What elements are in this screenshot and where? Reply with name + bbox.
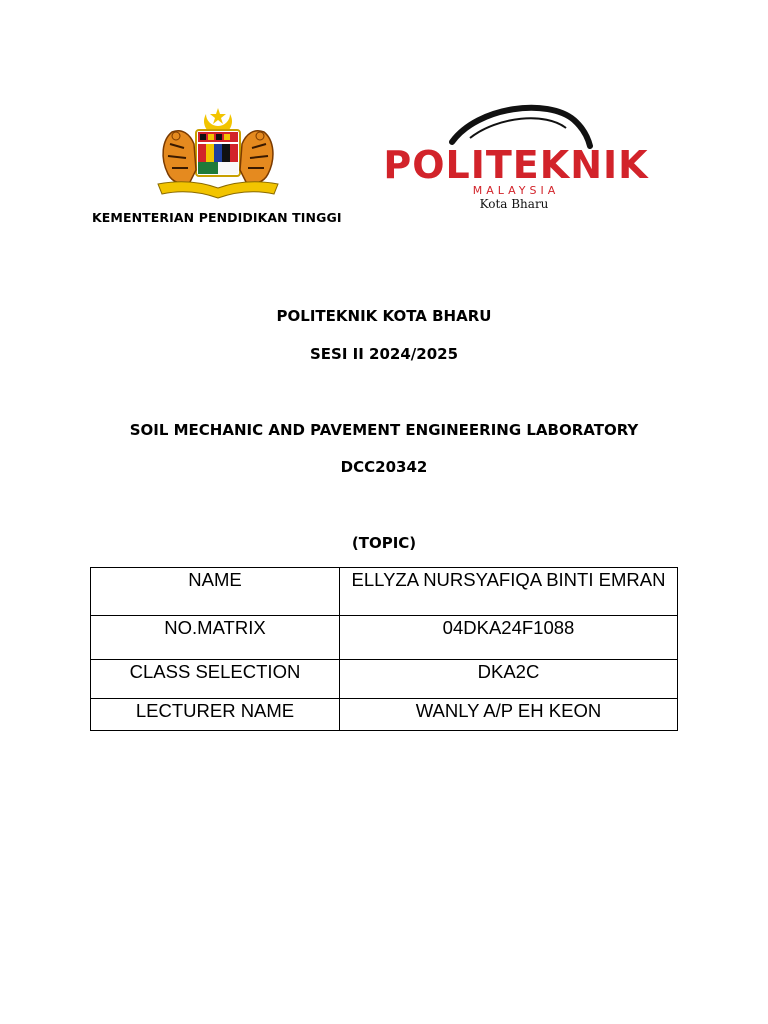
table-row bbox=[91, 568, 678, 616]
detail-value: WANLY A/P EH KEON bbox=[340, 699, 678, 731]
table-row bbox=[91, 699, 678, 731]
detail-value: DKA2C bbox=[340, 660, 678, 699]
malaysia-coat-of-arms-icon bbox=[150, 104, 286, 204]
course-title: SOIL MECHANIC AND PAVEMENT ENGINEERING LABORATORY bbox=[129, 421, 639, 439]
detail-label: NAME bbox=[91, 568, 340, 616]
table-row bbox=[91, 616, 678, 660]
svg-text:POLITEKNIK: POLITEKNIK bbox=[383, 143, 649, 187]
student-details-table bbox=[90, 567, 678, 731]
politeknik-malaysia-logo-icon bbox=[378, 98, 654, 218]
detail-label: NO.MATRIX bbox=[91, 616, 340, 660]
session-label: SESI II 2024/2025 bbox=[309, 345, 458, 363]
detail-label: LECTURER NAME bbox=[91, 699, 340, 731]
ministry-name: KEMENTERIAN PENDIDIKAN TINGGI bbox=[92, 210, 342, 225]
institution-name: POLITEKNIK KOTA BHARU bbox=[276, 307, 492, 325]
svg-text:Kota Bharu: Kota Bharu bbox=[479, 197, 549, 211]
detail-value: 04DKA24F1088 bbox=[340, 616, 678, 660]
detail-value: ELLYZA NURSYAFIQA BINTI EMRAN bbox=[340, 568, 678, 616]
course-code: DCC20342 bbox=[340, 458, 428, 476]
svg-text:MALAYSIA: MALAYSIA bbox=[472, 184, 560, 197]
topic-label: (TOPIC) bbox=[351, 534, 417, 552]
detail-label: CLASS SELECTION bbox=[91, 660, 340, 699]
table-row bbox=[91, 660, 678, 699]
